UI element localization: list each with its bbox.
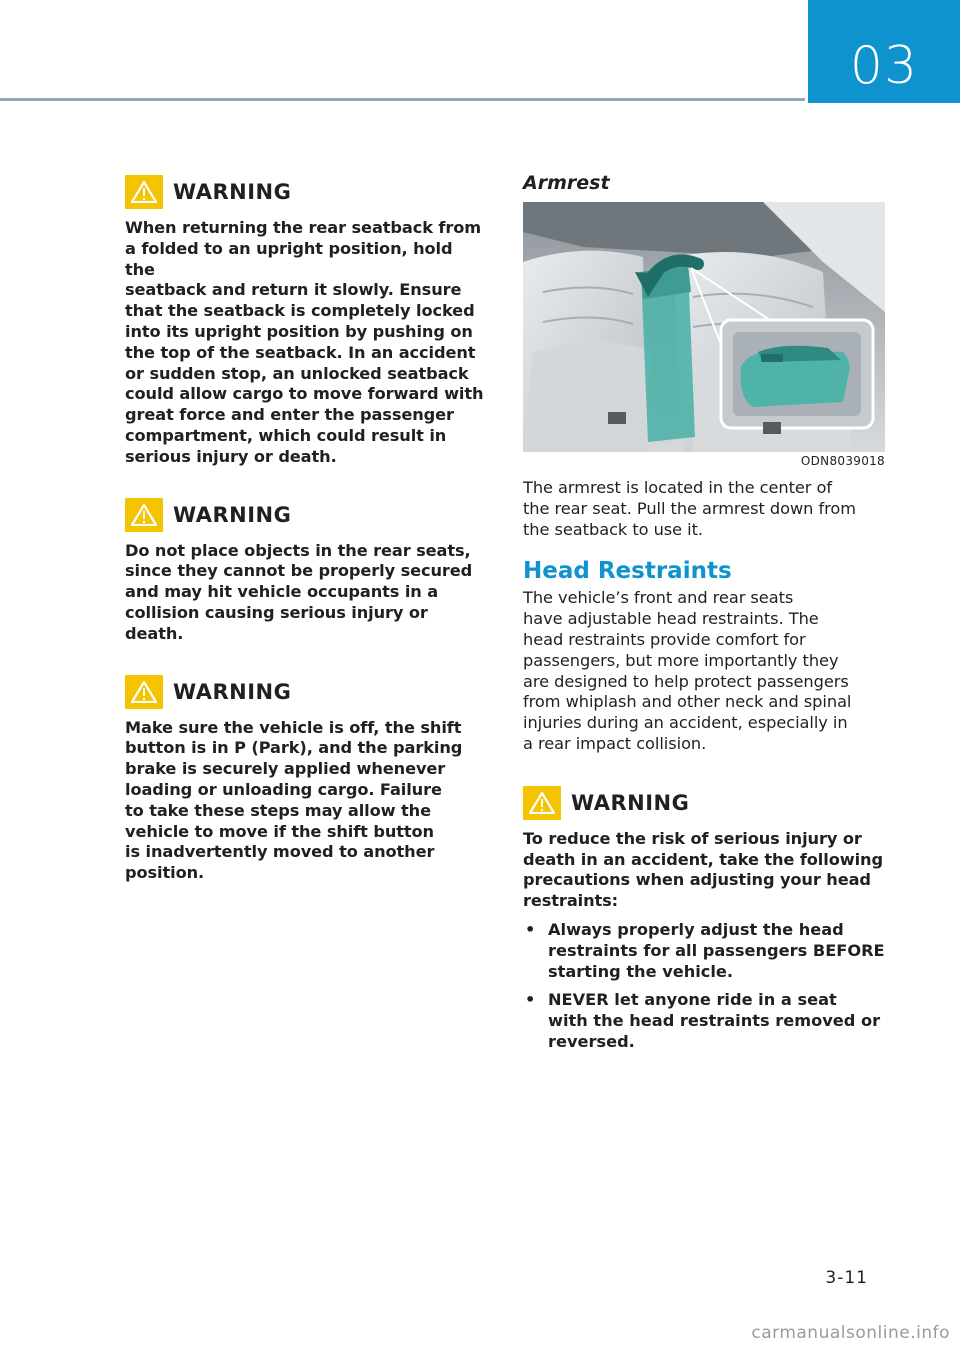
armrest-description: The armrest is located in the center of the rear seat. Pull the armrest down from the seatback to use it. xyxy=(523,478,856,539)
head-restraints-heading: Head Restraints xyxy=(523,558,732,585)
list-item: • Always properly adjust the head restraints for all passengers BEFORE starting the vehicle. xyxy=(525,919,885,981)
head-restraints-description: The vehicle’s front and rear seats have adjustable head restraints. The head restraints provide comfort for passengers, but more importantly they are designed to help protect passengers from whiplash and other neck and spinal injuries during an accident, especially in a rear impact collision. xyxy=(523,588,852,753)
header-rule xyxy=(0,98,805,101)
warning-title: WARNING xyxy=(173,679,292,704)
warning-box xyxy=(523,781,885,1053)
warning-triangle-icon xyxy=(125,675,163,709)
warning-title: WARNING xyxy=(571,790,690,815)
warning-header xyxy=(125,493,487,537)
chapter-tab: 03 xyxy=(808,0,960,103)
figure-code: ODN8039018 xyxy=(800,454,885,468)
warning-header xyxy=(125,670,487,714)
warning-title: WARNING xyxy=(173,180,292,204)
warning-text: When returning the rear seatback from a folded to an upright position, hold the seatback and return it slowly. Ensure that the seatback is completely locked into its upright position by pushing on the top of the seatback. In an accident or sudden stop, an unlocked seatback could allow cargo to move forward with great force and enter the passenger compartment, which could result in serious injury or death. xyxy=(125,218,484,466)
left-column xyxy=(125,170,487,909)
watermark[interactable]: carmanualsonline.info xyxy=(751,1323,950,1343)
right-column xyxy=(523,170,885,1078)
warning-text: Do not place objects in the rear seats, since they cannot be properly secured and may hit vehicle occupants in a collision causing serious injury or death. xyxy=(125,540,473,643)
warning-header xyxy=(523,781,885,825)
page-number: 3-11 xyxy=(825,1268,868,1288)
warning-text: To reduce the risk of serious injury or death in an accident, take the following precautions when adjusting your head restraints: xyxy=(523,828,883,911)
warning-bullet-list xyxy=(523,920,885,1053)
warning-header xyxy=(125,170,487,214)
warning-text: Make sure the vehicle is off, the shift button is in P (Park), and the parking brake is securely applied whenever loading or unloading cargo. Failure to take these steps may allow the vehicle to move if the shift button is inadvertently moved to another position. xyxy=(125,717,463,883)
list-item: • NEVER let anyone ride in a seat with the head restraints removed or reversed. xyxy=(525,990,881,1051)
warning-box xyxy=(125,170,487,468)
warning-title: WARNING xyxy=(173,502,292,527)
warning-box xyxy=(125,493,487,645)
armrest-figure xyxy=(523,202,885,452)
warning-triangle-icon xyxy=(523,786,561,820)
bullet-glyph: • xyxy=(525,990,536,1010)
bullet-glyph: • xyxy=(525,919,536,939)
warning-box xyxy=(125,670,487,884)
warning-triangle-icon xyxy=(125,498,163,532)
warning-triangle-icon xyxy=(125,175,163,209)
rear-seat-illustration xyxy=(523,202,885,452)
armrest-title: Armrest xyxy=(523,172,610,194)
